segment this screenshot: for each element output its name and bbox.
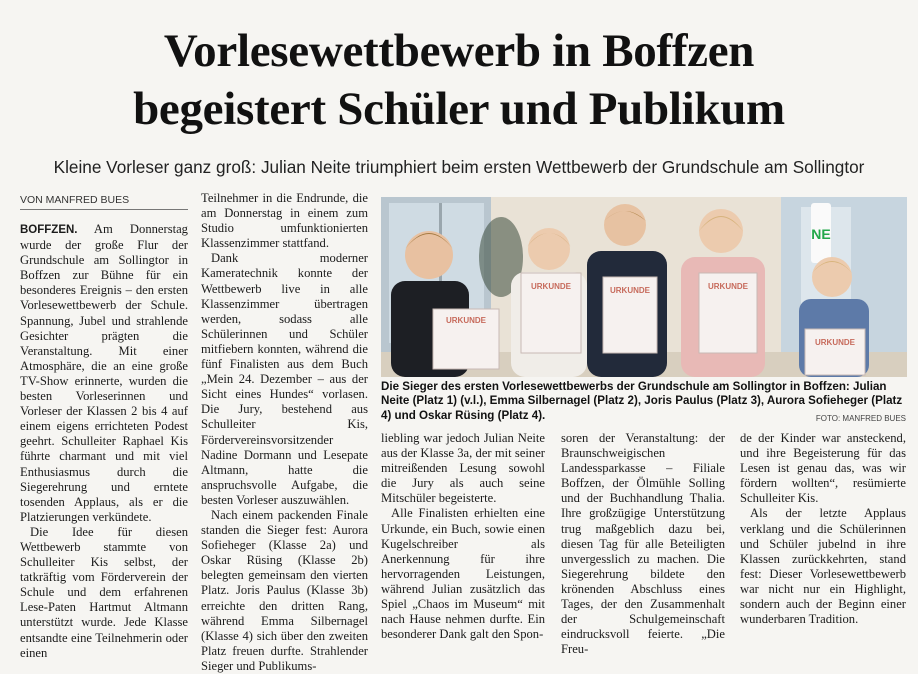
article-column-3	[381, 431, 545, 642]
certificate-title: URKUNDE	[815, 338, 855, 347]
headline	[0, 22, 918, 138]
certificate-title: URKUNDE	[610, 286, 650, 295]
article-paragraph: soren der Veranstaltung: der Braunschweigischen Landessparkasse – Filiale Boffzen, der Ölmühle Solling und der Buchhandlung Thalia. Ihre großzügige Unterstützung trug maßgeblich dazu bei, diesen Tag für alle Beteiligten unvergesslich zu machen. Die Siegerehrung bildete den krönenden Abschluss eines Tages, der den Zusammenhalt der Schulgemeinschaft eindrucksvoll feierte. „Die Freu-	[561, 431, 725, 657]
certificate-title: URKUNDE	[708, 282, 748, 291]
sign-text: NE	[811, 226, 831, 242]
certificate-1	[433, 309, 499, 369]
article-paragraph	[20, 222, 188, 525]
winners-photo-illustration	[381, 197, 907, 377]
certificate-3	[603, 277, 657, 353]
photo-caption: Die Sieger des ersten Vorlesewettbewerbs der Grundschule am Sollingtor in Boffzen: Julian Neite (Platz 1) (v.l.), Emma Silbernagel (Platz 2), Joris Paulus (Platz 3), Aurora Sofieheger (Platz 4) und Oskar Rüsing (Platz 4).	[381, 380, 903, 422]
certificate-2	[521, 273, 581, 353]
article-paragraph: Als der letzte Applaus verklang und die Schülerinnen und Schüler jubelnd in ihre Klassen zurückkehrten, stand fest: Dieser Vorlesewettbewerb war nicht nur ein Highlight, sondern auch der Beginn einer wunderbaren Tradition.	[740, 506, 906, 627]
certificate-title: URKUNDE	[446, 316, 486, 325]
article-photo	[381, 197, 907, 377]
dateline: BOFFZEN.	[20, 224, 78, 236]
article-paragraph: de der Kinder war ansteckend, und ihre Begeisterung für das Lesen ist genau das, was wir fördern wollten“, resümierte Schulleiter Kis.	[740, 431, 906, 506]
article-column-2	[201, 191, 368, 674]
article-paragraph: Dank moderner Kameratechnik konnte der Wettbewerb live in alle Klassenzimmer übertragen werden, sodass alle Schülerinnen und Schüler mitfiebern konnten, während die fünf Finalisten aus dem Buch „Mein 24. Dezember – aus der Sicht eines Hundes“ vorlasen. Die Jury, bestehend aus Schulleiter Kis, Fördervereinsvorsitzender Nadine Dormann und Lesepate Altmann, hatte die anspruchsvolle Aufgabe, die besten Vorleser auszuwählen.	[201, 251, 368, 507]
article-column-5	[740, 431, 906, 627]
article-paragraph: Alle Finalisten erhielten eine Urkunde, ein Buch, sowie einen Kugelschreiber als Anerkennung für ihre hervorragenden Leistungen, während Julian zusätzlich das Spiel „Chaos im Museum“ mit nach Hause nehmen durfte. Ein besonderer Dank galt den Spon-	[381, 506, 545, 642]
article-paragraph: Nach einem packenden Finale standen die Sieger fest: Aurora Sofieheger (Klasse 2a) und Oskar Rüsing (Klasse 2b) belegten gemeinsam den vierten Platz. Joris Paulus (Klasse 3b) erreichte den dritten Rang, während Emma Silbernagel (Klasse 4) sich über den zweiten Platz freuen durfte. Strahlender Sieger und Publikums-	[201, 507, 368, 673]
article-column-4	[561, 431, 725, 657]
article-paragraph: liebling war jedoch Julian Neite aus der Klasse 3a, der mit seiner mitreißenden Lesung sowohl die Jury als auch seine Mitschüler begeisterte.	[381, 431, 545, 506]
article-paragraph: Die Idee für diesen Wettbewerb stammte von Schulleiter Kis selbst, der tatkräftig vom Förderverein der Schule und dem erfahrenen Lese-Paten Hartmut Altmann unterstützt wurde. Jede Klasse entsandte eine Teilnehmerin oder einen	[20, 524, 188, 660]
article-column-1	[20, 222, 188, 661]
byline: VON MANFRED BUES	[20, 194, 188, 210]
certificate-4	[699, 273, 757, 353]
headline-line-1: Vorlesewettbewerb in Boffzen	[163, 25, 755, 77]
certificate-title: URKUNDE	[531, 282, 571, 291]
article-paragraph: Teilnehmer in die Endrunde, die am Donnerstag in einem zum Studio umfunktionierten Klassenzimmer stattfand.	[201, 191, 368, 251]
paragraph-text: Am Donnerstag wurde der große Flur der Grundschule am Sollingtor in Boffzen zur Bühne für ein besonderes Ereignis – den ersten Vorlesewettbewerb der Schule. Spannung, Jubel und strahlende Gesichter prägten die Veranstaltung. Mit einer Atmosphäre, die an eine große TV-Show erinnerte, wurden die besten Vorleserinnen und Vorleser der Klassen 2 bis 4 auf einem eigens errichteten Podest geehrt. Schulleiter Raphael Kis führte charmant und mit viel Enthusiasmus durch die Siegerehrung und erntete tosenden Applaus, als er die Platzierungen verkündete.	[20, 222, 188, 524]
subheadline: Kleine Vorleser ganz groß: Julian Neite triumphiert beim ersten Wettbewerb der Grundschule am Sollingtor	[53, 157, 865, 177]
headline-line-2: begeistert Schüler und Publikum	[133, 83, 785, 135]
certificate-5	[805, 329, 865, 375]
photo-credit: FOTO: MANFRED BUES	[815, 414, 906, 423]
